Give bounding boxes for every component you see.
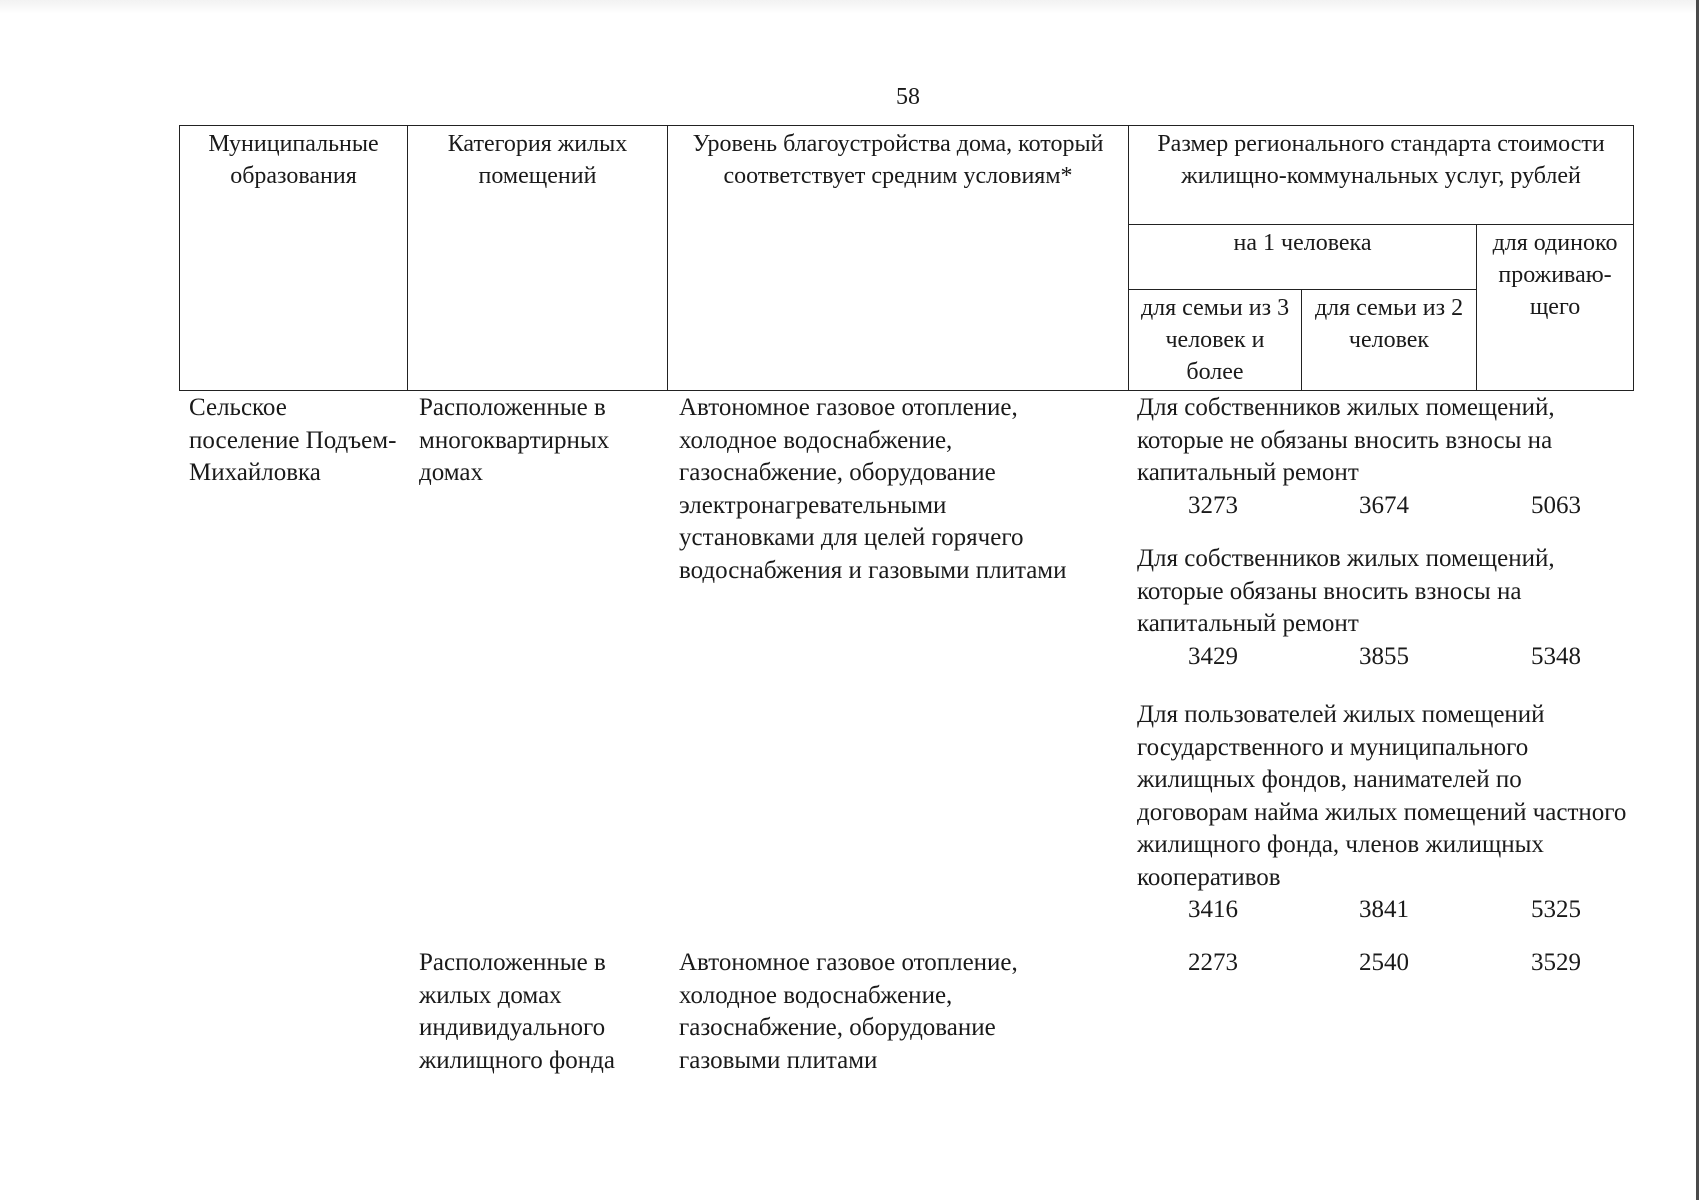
value-family-3: 3429 <box>1188 642 1238 670</box>
values-row <box>1137 947 1633 980</box>
category-cell: Расположенные в жилых домах индивидуального жилищного фонда <box>419 949 615 1074</box>
value-family-3: 3273 <box>1188 491 1238 519</box>
values-cell <box>1137 947 1633 980</box>
values-cell <box>1137 392 1633 927</box>
header-family-3-plus: для семьи из 3 человек и более <box>1129 290 1302 391</box>
value-family-2: 3674 <box>1359 491 1409 519</box>
group-title: Для собственников жилых помещений, которые не обязаны вносить взносы на капитальный ремонт <box>1137 394 1555 486</box>
group-title: Для пользователей жилых помещений государственного и муниципального жилищных фондов, нанимателей по договорам найма жилых помещений частного жилищного фонда, членов жилищных кооперативов <box>1137 701 1627 891</box>
level-cell: Автономное газовое отопление, холодное водоснабжение, газоснабжение, оборудование газовыми плитами <box>679 949 1018 1074</box>
values-row <box>1137 490 1633 523</box>
value-family-2: 3855 <box>1359 642 1409 670</box>
value-single: 5325 <box>1531 896 1581 923</box>
page-number: 58 <box>896 84 920 110</box>
value-single: 5348 <box>1531 642 1581 670</box>
header-category: Категория жилых помещений <box>408 126 668 391</box>
municipality-cell: Сельское поселение Подъем-Михайловка <box>189 394 397 486</box>
values-row <box>1137 894 1633 927</box>
value-single: 5063 <box>1531 491 1581 519</box>
header-standard-size: Размер регионального стандарта стоимости жилищно-коммунальных услуг, рублей <box>1129 126 1634 225</box>
group-title: Для собственников жилых помещений, которые обязаны вносить взносы на капитальный ремонт <box>1137 545 1555 637</box>
table-header <box>179 125 1634 391</box>
header-level: Уровень благоустройства дома, который соответствует средним условиям* <box>668 126 1129 391</box>
header-single-resident: для одиноко проживаю-щего <box>1477 225 1634 391</box>
header-per-person: на 1 человека <box>1129 225 1477 290</box>
level-cell: Автономное газовое отопление, холодное водоснабжение, газоснабжение, оборудование электронагревательными установками для целей горячего водоснабжения и газовыми плитами <box>679 394 1067 584</box>
value-single: 3529 <box>1531 949 1581 976</box>
value-family-2: 3841 <box>1359 896 1409 923</box>
values-row <box>1137 641 1633 674</box>
table-body <box>179 392 1633 1092</box>
value-family-2: 2540 <box>1359 949 1409 976</box>
scan-edge-top <box>0 0 1699 14</box>
header-family-2: для семьи из 2 человек <box>1302 290 1477 391</box>
category-cell: Расположенные в многоквартирных домах <box>419 394 610 486</box>
value-family-3: 2273 <box>1188 949 1238 976</box>
header-municipalities: Муниципальные образования <box>180 126 408 391</box>
value-family-3: 3416 <box>1188 896 1238 923</box>
